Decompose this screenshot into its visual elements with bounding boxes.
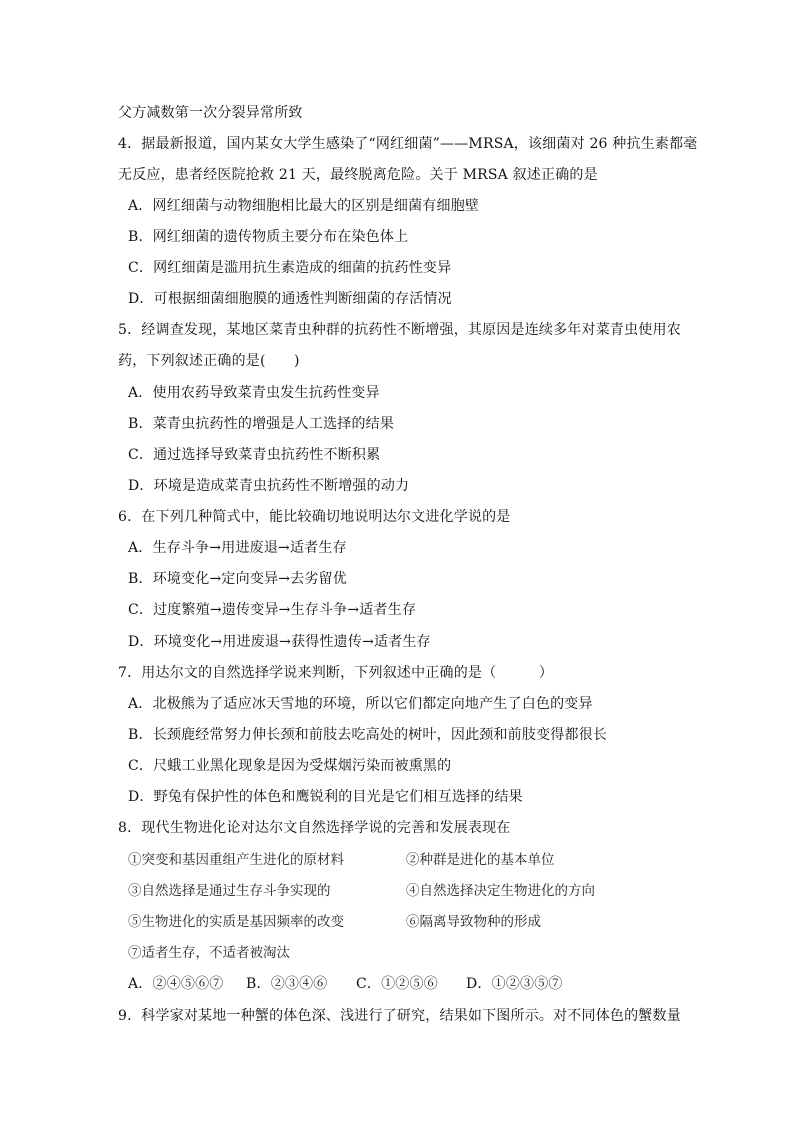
q6-option-a: A．生存斗争→用进废退→适者生存 [128,540,347,556]
q5-option-a: A．使用农药导致菜青虫发生抗药性变异 [128,385,380,401]
q7-option-d: D．野兔有保护性的体色和鹰锐利的目光是它们相互选择的结果 [128,789,523,805]
q8-option-c: C．①②⑤⑥ [356,976,438,992]
q6-option-c: C．过度繁殖→遗传变异→生存斗争→适者生存 [128,602,417,618]
q4-option-c: C．网红细菌是滥用抗生素造成的细菌的抗药性变异 [128,260,452,276]
q8-statement-4: ④自然选择决定生物进化的方向 [406,883,595,899]
q4-option-b: B．网红细菌的遗传物质主要分布在染色体上 [128,229,409,245]
q5-option-b: B．菜青虫抗药性的增强是人工选择的结果 [128,416,395,432]
q7-option-a: A．北极熊为了适应冰天雪地的环境，所以它们都定向地产生了白色的变异 [128,696,593,712]
question-9-stem: 9．科学家对某地一种蟹的体色深、浅进行了研究，结果如下图所示。对不同体色的蟹数量 [118,1008,681,1024]
q6-option-d: D．环境变化→用进废退→获得性遗传→适者生存 [128,634,431,650]
q7-option-c: C．尺蛾工业黑化现象是因为受煤烟污染而被熏黑的 [128,758,452,774]
q8-option-a: A．②④⑤⑥⑦ [128,976,224,992]
q8-statement-2: ②种群是进化的基本单位 [406,852,555,868]
question-4-stem-cont: 无反应，患者经医院抢救 21 天，最终脱离危险。关于 MRSA 叙述正确的是 [118,167,598,183]
q5-option-d: D．环境是造成菜青虫抗药性不断增强的动力 [128,478,410,494]
question-6-stem: 6．在下列几种简式中，能比较确切地说明达尔文进化学说的是 [118,509,511,525]
q8-statement-5: ⑤生物进化的实质是基因频率的改变 [128,914,344,930]
q8-statement-7: ⑦适者生存，不适者被淘汰 [128,945,290,961]
q8-statement-1: ①突变和基因重组产生进化的原材料 [128,852,344,868]
q8-option-b: B．②③④⑥ [246,976,328,992]
q5-option-c: C．通过选择导致菜青虫抗药性不断积累 [128,447,381,463]
question-8-stem: 8．现代生物进化论对达尔文自然选择学说的完善和发展表现在 [118,820,511,836]
question-5-stem: 5．经调查发现，某地区菜青虫种群的抗药性不断增强，其原因是连续多年对菜青虫使用农 [118,322,681,338]
q8-statement-3: ③自然选择是通过生存斗争实现的 [128,883,331,899]
text-line: 父方减数第一次分裂异常所致 [118,105,303,121]
q6-option-b: B．环境变化→定向变异→去劣留优 [128,571,347,587]
q4-option-d: D．可根据细菌细胞膜的通透性判断细菌的存活情况 [128,291,452,307]
question-5-stem-cont: 药，下列叙述正确的是( ) [118,353,300,369]
q7-option-b: B．长颈鹿经常努力伸长颈和前肢去吃高处的树叶，因此颈和前肢变得都很长 [128,727,608,743]
q8-statement-6: ⑥隔离导致物种的形成 [406,914,541,930]
question-4-stem: 4．据最新报道，国内某女大学生感染了“网红细菌”——MRSA，该细菌对 26 种抗生素都毫 [118,136,698,152]
q8-option-d: D．①②③⑤⑦ [466,976,563,992]
q4-option-a: A．网红细菌与动物细胞相比最大的区别是细菌有细胞壁 [128,198,480,214]
question-7-stem: 7．用达尔文的自然选择学说来判断，下列叙述中正确的是（ ） [118,665,554,681]
